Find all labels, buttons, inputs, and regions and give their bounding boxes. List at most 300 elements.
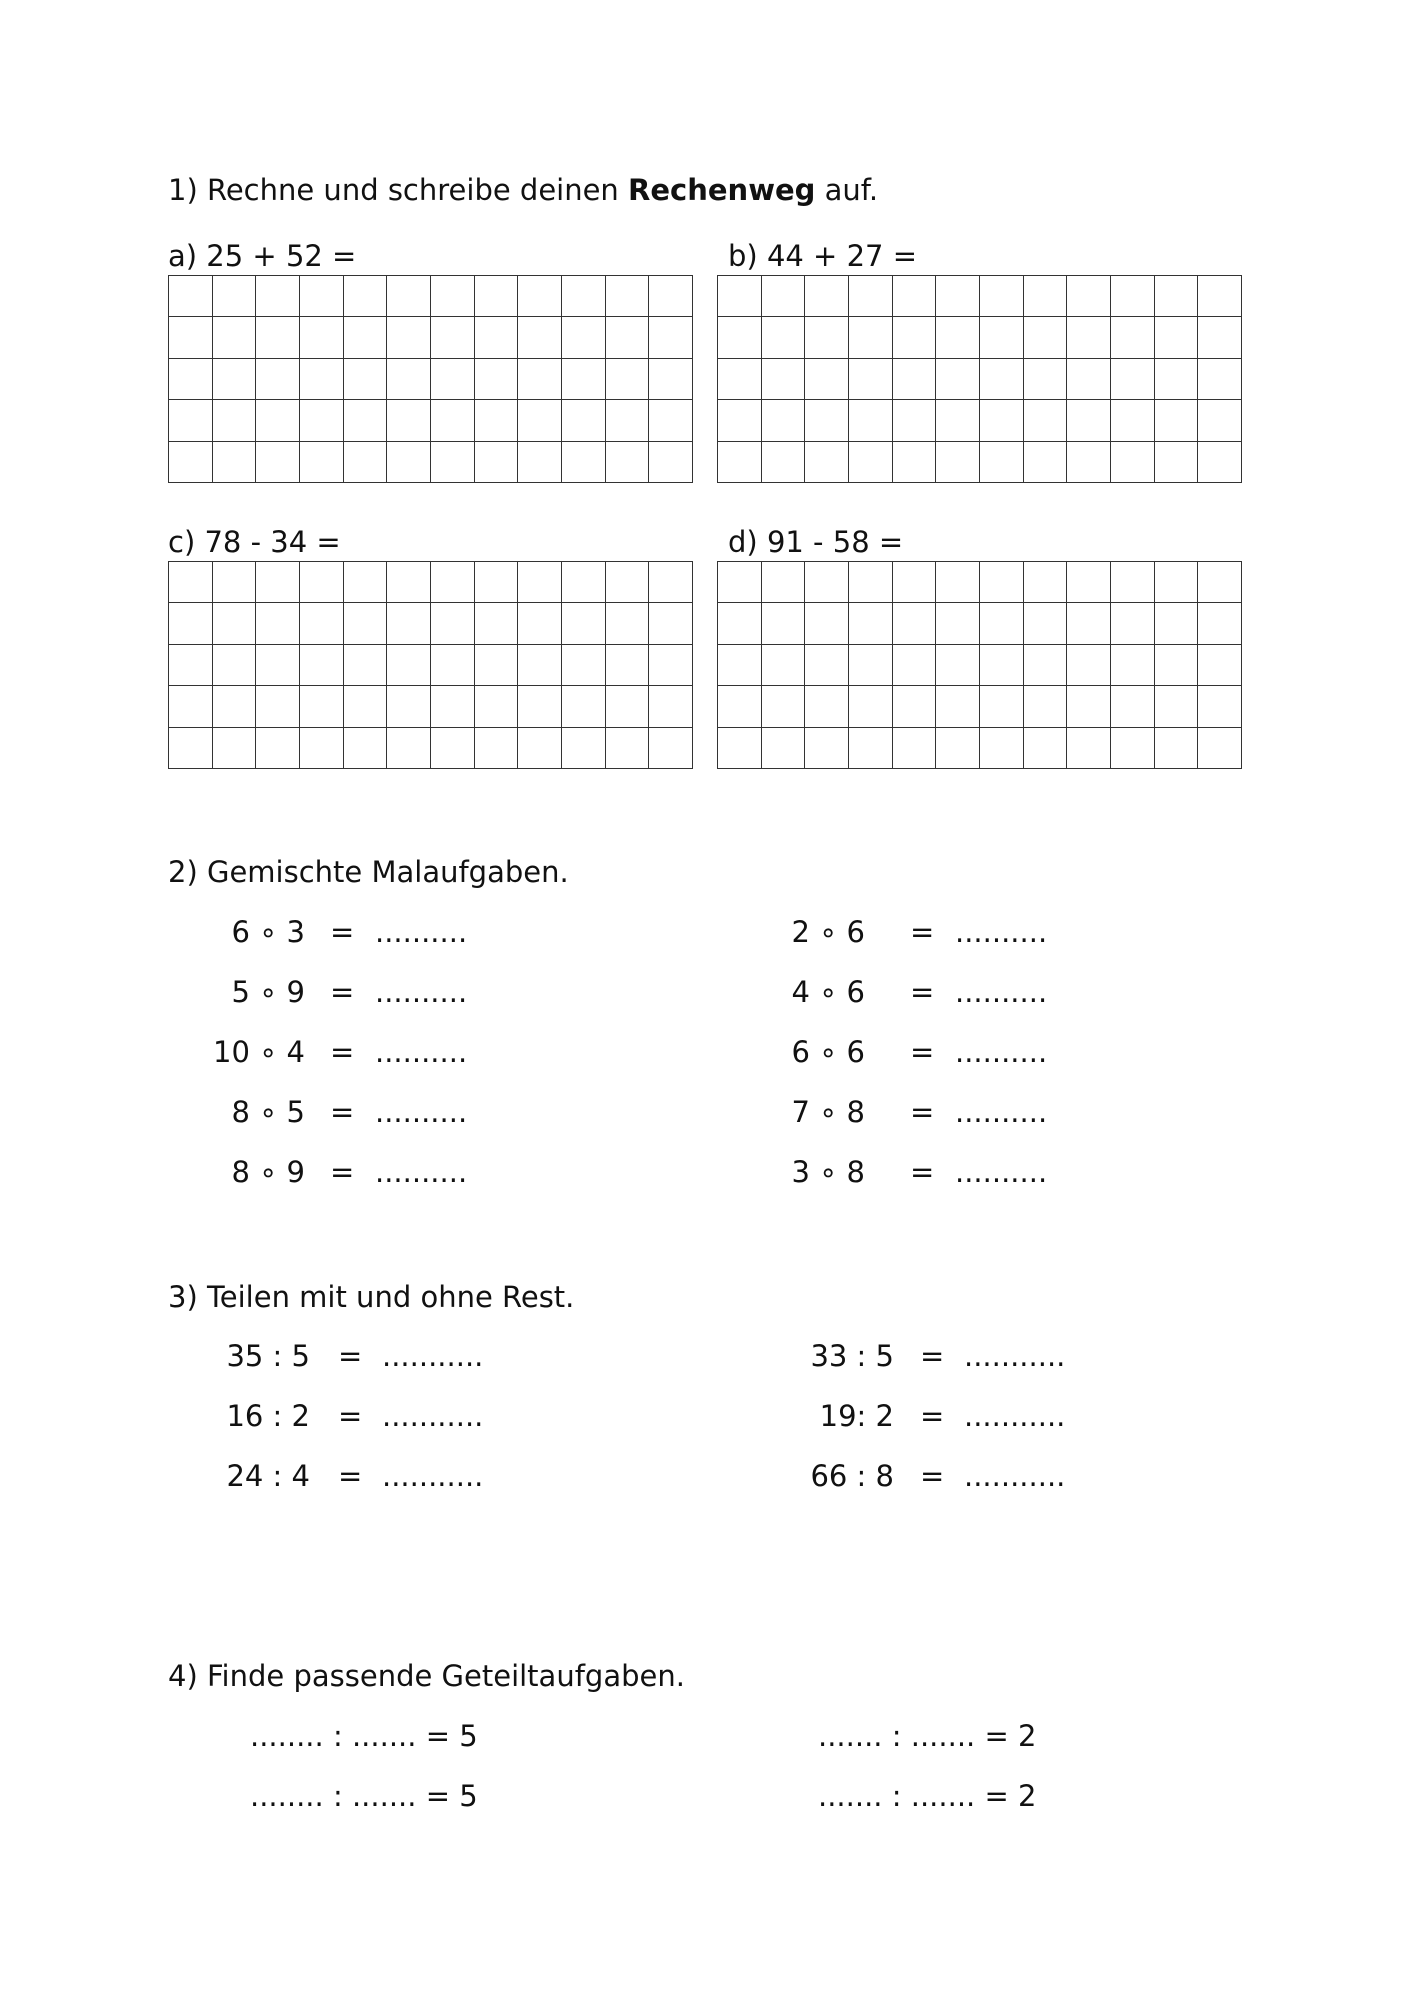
problem-d-label: d) 91 - 58 = xyxy=(728,525,904,559)
equation-expression: 5 ∘ 9 xyxy=(231,975,305,1009)
grid-cell[interactable] xyxy=(762,400,806,441)
grid-cell[interactable] xyxy=(213,276,257,317)
equation-row xyxy=(213,1034,530,1070)
grid-cell[interactable] xyxy=(1024,645,1068,686)
grid-cell[interactable] xyxy=(344,317,388,358)
grid-cell[interactable] xyxy=(387,317,431,358)
grid-cell[interactable] xyxy=(344,276,388,317)
grid-cell[interactable] xyxy=(718,686,762,727)
grid-cell[interactable] xyxy=(893,317,937,358)
answer-blank[interactable]: .......... xyxy=(375,915,468,949)
grid-cell[interactable] xyxy=(762,686,806,727)
grid-cell[interactable] xyxy=(893,359,937,400)
grid-cell[interactable] xyxy=(169,645,213,686)
task4-left-row-2[interactable]: ........ : ....... = 5 xyxy=(250,1779,478,1813)
grid-cell[interactable] xyxy=(1111,686,1155,727)
equals-sign: = xyxy=(338,1339,363,1373)
answer-blank[interactable]: ........... xyxy=(382,1399,484,1433)
grid-cell[interactable] xyxy=(431,400,475,441)
grid-cell[interactable] xyxy=(562,686,606,727)
grid-cell[interactable] xyxy=(762,645,806,686)
answer-blank[interactable]: ........... xyxy=(964,1339,1066,1373)
grid-cell[interactable] xyxy=(387,359,431,400)
grid-cell[interactable] xyxy=(606,400,650,441)
grid-cell[interactable] xyxy=(893,686,937,727)
grid-cell[interactable] xyxy=(1198,645,1242,686)
grid-cell[interactable] xyxy=(1067,686,1111,727)
grid-cell[interactable] xyxy=(849,686,893,727)
grid-cell[interactable] xyxy=(1067,603,1111,644)
grid-cell[interactable] xyxy=(169,317,213,358)
grid-cell[interactable] xyxy=(518,276,562,317)
answer-grid-d[interactable] xyxy=(717,561,1242,769)
grid-cell[interactable] xyxy=(606,686,650,727)
grid-cell[interactable] xyxy=(518,359,562,400)
grid-cell[interactable] xyxy=(1198,686,1242,727)
grid-cell[interactable] xyxy=(936,442,980,483)
task1-heading-text: 1) Rechne und schreibe deinen xyxy=(168,173,629,207)
grid-cell[interactable] xyxy=(213,603,257,644)
grid-cell[interactable] xyxy=(936,645,980,686)
grid-cell[interactable] xyxy=(256,645,300,686)
grid-cell[interactable] xyxy=(475,442,519,483)
grid-cell[interactable] xyxy=(1198,562,1242,603)
grid-cell[interactable] xyxy=(1198,603,1242,644)
grid-cell[interactable] xyxy=(1024,686,1068,727)
grid-cell[interactable] xyxy=(1067,400,1111,441)
task3-heading: 3) Teilen mit und ohne Rest. xyxy=(168,1280,575,1314)
grid-cell[interactable] xyxy=(300,603,344,644)
grid-cell[interactable] xyxy=(1111,562,1155,603)
grid-cell[interactable] xyxy=(518,686,562,727)
task4-right-row-1[interactable]: ....... : ....... = 2 xyxy=(818,1719,1037,1753)
answer-blank[interactable]: .......... xyxy=(955,1095,1048,1129)
grid-cell[interactable] xyxy=(1111,603,1155,644)
grid-cell[interactable] xyxy=(936,400,980,441)
grid-cell[interactable] xyxy=(1155,603,1199,644)
task1-heading-bold: Rechenweg xyxy=(628,173,816,207)
task4-heading: 4) Finde passende Geteiltaufgaben. xyxy=(168,1659,685,1693)
grid-cell[interactable] xyxy=(300,276,344,317)
grid-cell[interactable] xyxy=(980,359,1024,400)
grid-cell[interactable] xyxy=(213,400,257,441)
grid-cell[interactable] xyxy=(1067,276,1111,317)
grid-cell[interactable] xyxy=(762,562,806,603)
grid-cell[interactable] xyxy=(606,317,650,358)
grid-cell[interactable] xyxy=(1155,645,1199,686)
answer-blank[interactable]: .......... xyxy=(955,1035,1048,1069)
grid-cell[interactable] xyxy=(344,359,388,400)
grid-cell[interactable] xyxy=(1111,728,1155,769)
grid-cell[interactable] xyxy=(805,317,849,358)
grid-cell[interactable] xyxy=(387,603,431,644)
grid-cell[interactable] xyxy=(1111,359,1155,400)
answer-grid-c[interactable] xyxy=(168,561,693,769)
grid-cell[interactable] xyxy=(980,728,1024,769)
grid-cell[interactable] xyxy=(936,686,980,727)
grid-cell[interactable] xyxy=(431,603,475,644)
grid-cell[interactable] xyxy=(387,645,431,686)
grid-cell[interactable] xyxy=(718,276,762,317)
grid-cell[interactable] xyxy=(431,442,475,483)
grid-cell[interactable] xyxy=(849,728,893,769)
grid-cell[interactable] xyxy=(1024,728,1068,769)
grid-cell[interactable] xyxy=(562,645,606,686)
equation-expression: 35 : 5 xyxy=(226,1339,310,1373)
equals-sign: = xyxy=(338,1459,363,1493)
grid-cell[interactable] xyxy=(256,562,300,603)
equals-sign: = xyxy=(920,1459,945,1493)
grid-cell[interactable] xyxy=(980,400,1024,441)
problem-c-label: c) 78 - 34 = xyxy=(168,525,341,559)
grid-cell[interactable] xyxy=(256,400,300,441)
grid-cell[interactable] xyxy=(169,359,213,400)
answer-blank[interactable]: ........... xyxy=(964,1399,1066,1433)
problem-b-label: b) 44 + 27 = xyxy=(728,239,917,273)
grid-cell[interactable] xyxy=(562,728,606,769)
equation-row xyxy=(791,974,1105,1010)
equation-expression: 8 ∘ 5 xyxy=(231,1095,305,1129)
equation-expression: 66 : 8 xyxy=(810,1459,894,1493)
grid-cell[interactable] xyxy=(849,442,893,483)
grid-cell[interactable] xyxy=(1067,562,1111,603)
grid-cell[interactable] xyxy=(387,400,431,441)
grid-cell[interactable] xyxy=(562,359,606,400)
grid-cell[interactable] xyxy=(169,728,213,769)
equation-expression: 3 ∘ 8 xyxy=(791,1155,865,1189)
grid-cell[interactable] xyxy=(518,603,562,644)
grid-cell[interactable] xyxy=(893,645,937,686)
grid-cell[interactable] xyxy=(980,562,1024,603)
grid-cell[interactable] xyxy=(1155,400,1199,441)
grid-cell[interactable] xyxy=(1198,317,1242,358)
answer-blank[interactable]: .......... xyxy=(375,1095,468,1129)
grid-cell[interactable] xyxy=(980,645,1024,686)
task4-right-row-2[interactable]: ....... : ....... = 2 xyxy=(818,1779,1037,1813)
grid-cell[interactable] xyxy=(344,645,388,686)
grid-cell[interactable] xyxy=(718,400,762,441)
grid-cell[interactable] xyxy=(1155,317,1199,358)
equation-expression: 10 ∘ 4 xyxy=(213,1035,305,1069)
grid-cell[interactable] xyxy=(562,562,606,603)
task1-heading-end: auf. xyxy=(815,173,879,207)
grid-cell[interactable] xyxy=(1067,728,1111,769)
grid-cell[interactable] xyxy=(849,276,893,317)
grid-cell[interactable] xyxy=(649,442,693,483)
grid-cell[interactable] xyxy=(805,442,849,483)
grid-cell[interactable] xyxy=(893,276,937,317)
equation-expression: 33 : 5 xyxy=(810,1339,894,1373)
grid-cell[interactable] xyxy=(562,400,606,441)
grid-cell[interactable] xyxy=(431,686,475,727)
grid-cell[interactable] xyxy=(805,603,849,644)
grid-cell[interactable] xyxy=(213,442,257,483)
answer-grid-a[interactable] xyxy=(168,275,693,483)
grid-cell[interactable] xyxy=(518,317,562,358)
grid-cell[interactable] xyxy=(475,400,519,441)
task4-left-row-1[interactable]: ........ : ....... = 5 xyxy=(250,1719,478,1753)
equation-expression: 8 ∘ 9 xyxy=(231,1155,305,1189)
grid-cell[interactable] xyxy=(762,728,806,769)
grid-cell[interactable] xyxy=(849,359,893,400)
grid-cell[interactable] xyxy=(562,442,606,483)
grid-cell[interactable] xyxy=(1155,686,1199,727)
grid-cell[interactable] xyxy=(1067,645,1111,686)
grid-cell[interactable] xyxy=(1155,359,1199,400)
equals-sign: = xyxy=(920,1399,945,1433)
equation-row xyxy=(226,1458,532,1494)
grid-cell[interactable] xyxy=(213,562,257,603)
grid-cell[interactable] xyxy=(1155,728,1199,769)
grid-cell[interactable] xyxy=(344,728,388,769)
grid-cell[interactable] xyxy=(300,359,344,400)
grid-cell[interactable] xyxy=(893,603,937,644)
grid-cell[interactable] xyxy=(1198,359,1242,400)
grid-cell[interactable] xyxy=(762,276,806,317)
grid-cell[interactable] xyxy=(1024,562,1068,603)
grid-cell[interactable] xyxy=(649,276,693,317)
grid-cell[interactable] xyxy=(344,400,388,441)
grid-cell[interactable] xyxy=(344,603,388,644)
answer-blank[interactable]: .......... xyxy=(955,975,1048,1009)
grid-cell[interactable] xyxy=(893,442,937,483)
grid-cell[interactable] xyxy=(387,276,431,317)
grid-cell[interactable] xyxy=(169,603,213,644)
grid-cell[interactable] xyxy=(475,686,519,727)
equation-expression: 6 ∘ 6 xyxy=(791,1035,865,1069)
grid-cell[interactable] xyxy=(300,728,344,769)
grid-cell[interactable] xyxy=(980,276,1024,317)
grid-cell[interactable] xyxy=(980,442,1024,483)
grid-cell[interactable] xyxy=(762,603,806,644)
equation-row xyxy=(230,974,530,1010)
equation-expression: 19: 2 xyxy=(819,1399,894,1433)
grid-cell[interactable] xyxy=(1111,645,1155,686)
grid-cell[interactable] xyxy=(475,603,519,644)
grid-cell[interactable] xyxy=(649,562,693,603)
grid-cell[interactable] xyxy=(256,728,300,769)
grid-cell[interactable] xyxy=(893,562,937,603)
grid-cell[interactable] xyxy=(718,603,762,644)
grid-cell[interactable] xyxy=(475,645,519,686)
grid-cell[interactable] xyxy=(256,276,300,317)
grid-cell[interactable] xyxy=(562,603,606,644)
grid-cell[interactable] xyxy=(518,645,562,686)
equation-expression: 2 ∘ 6 xyxy=(791,915,865,949)
grid-cell[interactable] xyxy=(1067,317,1111,358)
grid-cell[interactable] xyxy=(936,603,980,644)
grid-cell[interactable] xyxy=(1111,442,1155,483)
grid-cell[interactable] xyxy=(849,400,893,441)
grid-cell[interactable] xyxy=(936,276,980,317)
grid-cell[interactable] xyxy=(762,317,806,358)
grid-cell[interactable] xyxy=(169,442,213,483)
grid-cell[interactable] xyxy=(344,442,388,483)
grid-cell[interactable] xyxy=(475,728,519,769)
equation-row xyxy=(791,914,1105,950)
grid-cell[interactable] xyxy=(893,728,937,769)
equals-sign: = xyxy=(910,975,935,1009)
grid-cell[interactable] xyxy=(762,442,806,483)
equation-row xyxy=(230,914,530,950)
grid-cell[interactable] xyxy=(562,317,606,358)
grid-cell[interactable] xyxy=(649,359,693,400)
grid-cell[interactable] xyxy=(1111,276,1155,317)
answer-blank[interactable]: .......... xyxy=(375,975,468,1009)
grid-cell[interactable] xyxy=(805,276,849,317)
grid-cell[interactable] xyxy=(805,686,849,727)
grid-cell[interactable] xyxy=(213,645,257,686)
grid-cell[interactable] xyxy=(344,686,388,727)
grid-cell[interactable] xyxy=(936,317,980,358)
grid-cell[interactable] xyxy=(980,686,1024,727)
grid-cell[interactable] xyxy=(518,562,562,603)
answer-blank[interactable]: .......... xyxy=(955,915,1048,949)
equation-row xyxy=(810,1338,1114,1374)
grid-cell[interactable] xyxy=(1155,442,1199,483)
equals-sign: = xyxy=(330,1155,355,1189)
grid-cell[interactable] xyxy=(606,442,650,483)
answer-blank[interactable]: .......... xyxy=(375,1155,468,1189)
grid-cell[interactable] xyxy=(805,400,849,441)
grid-cell[interactable] xyxy=(213,317,257,358)
grid-cell[interactable] xyxy=(475,562,519,603)
grid-cell[interactable] xyxy=(893,400,937,441)
grid-cell[interactable] xyxy=(1198,276,1242,317)
grid-cell[interactable] xyxy=(805,728,849,769)
grid-cell[interactable] xyxy=(169,686,213,727)
grid-cell[interactable] xyxy=(718,442,762,483)
grid-cell[interactable] xyxy=(1024,359,1068,400)
grid-cell[interactable] xyxy=(431,359,475,400)
grid-cell[interactable] xyxy=(606,728,650,769)
grid-cell[interactable] xyxy=(431,728,475,769)
grid-cell[interactable] xyxy=(387,728,431,769)
grid-cell[interactable] xyxy=(1024,442,1068,483)
grid-cell[interactable] xyxy=(518,728,562,769)
grid-cell[interactable] xyxy=(1111,400,1155,441)
equals-sign: = xyxy=(910,1095,935,1129)
grid-cell[interactable] xyxy=(475,359,519,400)
grid-cell[interactable] xyxy=(718,562,762,603)
answer-blank[interactable]: ........... xyxy=(382,1339,484,1373)
grid-cell[interactable] xyxy=(980,603,1024,644)
grid-cell[interactable] xyxy=(256,686,300,727)
grid-cell[interactable] xyxy=(1024,276,1068,317)
grid-cell[interactable] xyxy=(518,400,562,441)
grid-cell[interactable] xyxy=(1155,562,1199,603)
grid-cell[interactable] xyxy=(606,359,650,400)
grid-cell[interactable] xyxy=(387,686,431,727)
grid-cell[interactable] xyxy=(606,562,650,603)
grid-cell[interactable] xyxy=(718,645,762,686)
grid-cell[interactable] xyxy=(606,603,650,644)
answer-grid-b[interactable] xyxy=(717,275,1242,483)
grid-cell[interactable] xyxy=(256,603,300,644)
grid-cell[interactable] xyxy=(300,442,344,483)
grid-cell[interactable] xyxy=(649,728,693,769)
grid-cell[interactable] xyxy=(1155,276,1199,317)
equals-sign: = xyxy=(330,975,355,1009)
grid-cell[interactable] xyxy=(1198,728,1242,769)
grid-cell[interactable] xyxy=(1067,442,1111,483)
grid-cell[interactable] xyxy=(1024,400,1068,441)
grid-cell[interactable] xyxy=(805,645,849,686)
grid-cell[interactable] xyxy=(649,645,693,686)
grid-cell[interactable] xyxy=(300,400,344,441)
grid-cell[interactable] xyxy=(213,359,257,400)
grid-cell[interactable] xyxy=(300,645,344,686)
grid-cell[interactable] xyxy=(606,276,650,317)
answer-blank[interactable]: .......... xyxy=(375,1035,468,1069)
grid-cell[interactable] xyxy=(300,562,344,603)
grid-cell[interactable] xyxy=(213,686,257,727)
grid-cell[interactable] xyxy=(805,359,849,400)
grid-cell[interactable] xyxy=(849,562,893,603)
grid-cell[interactable] xyxy=(649,686,693,727)
grid-cell[interactable] xyxy=(718,359,762,400)
grid-cell[interactable] xyxy=(169,400,213,441)
grid-cell[interactable] xyxy=(849,603,893,644)
grid-cell[interactable] xyxy=(649,603,693,644)
grid-cell[interactable] xyxy=(387,442,431,483)
task2-heading: 2) Gemischte Malaufgaben. xyxy=(168,855,569,889)
grid-cell[interactable] xyxy=(936,359,980,400)
grid-cell[interactable] xyxy=(300,317,344,358)
grid-cell[interactable] xyxy=(431,317,475,358)
grid-cell[interactable] xyxy=(256,359,300,400)
grid-cell[interactable] xyxy=(344,562,388,603)
grid-cell[interactable] xyxy=(169,562,213,603)
grid-cell[interactable] xyxy=(475,276,519,317)
answer-blank[interactable]: .......... xyxy=(955,1155,1048,1189)
grid-cell[interactable] xyxy=(518,442,562,483)
grid-cell[interactable] xyxy=(562,276,606,317)
grid-cell[interactable] xyxy=(431,276,475,317)
answer-blank[interactable]: ........... xyxy=(382,1459,484,1493)
grid-cell[interactable] xyxy=(1111,317,1155,358)
grid-cell[interactable] xyxy=(387,562,431,603)
grid-cell[interactable] xyxy=(1024,317,1068,358)
grid-cell[interactable] xyxy=(1198,400,1242,441)
equation-row xyxy=(226,1338,532,1374)
grid-cell[interactable] xyxy=(980,317,1024,358)
grid-cell[interactable] xyxy=(606,645,650,686)
grid-cell[interactable] xyxy=(256,317,300,358)
grid-cell[interactable] xyxy=(805,562,849,603)
grid-cell[interactable] xyxy=(1067,359,1111,400)
grid-cell[interactable] xyxy=(936,728,980,769)
grid-cell[interactable] xyxy=(849,645,893,686)
grid-cell[interactable] xyxy=(475,317,519,358)
grid-cell[interactable] xyxy=(213,728,257,769)
answer-blank[interactable]: ........... xyxy=(964,1459,1066,1493)
grid-cell[interactable] xyxy=(718,728,762,769)
grid-cell[interactable] xyxy=(649,400,693,441)
grid-cell[interactable] xyxy=(169,276,213,317)
grid-cell[interactable] xyxy=(256,442,300,483)
grid-cell[interactable] xyxy=(431,562,475,603)
grid-cell[interactable] xyxy=(431,645,475,686)
grid-cell[interactable] xyxy=(718,317,762,358)
grid-cell[interactable] xyxy=(649,317,693,358)
grid-cell[interactable] xyxy=(300,686,344,727)
grid-cell[interactable] xyxy=(1024,603,1068,644)
grid-cell[interactable] xyxy=(849,317,893,358)
grid-cell[interactable] xyxy=(936,562,980,603)
grid-cell[interactable] xyxy=(762,359,806,400)
grid-cell[interactable] xyxy=(1198,442,1242,483)
